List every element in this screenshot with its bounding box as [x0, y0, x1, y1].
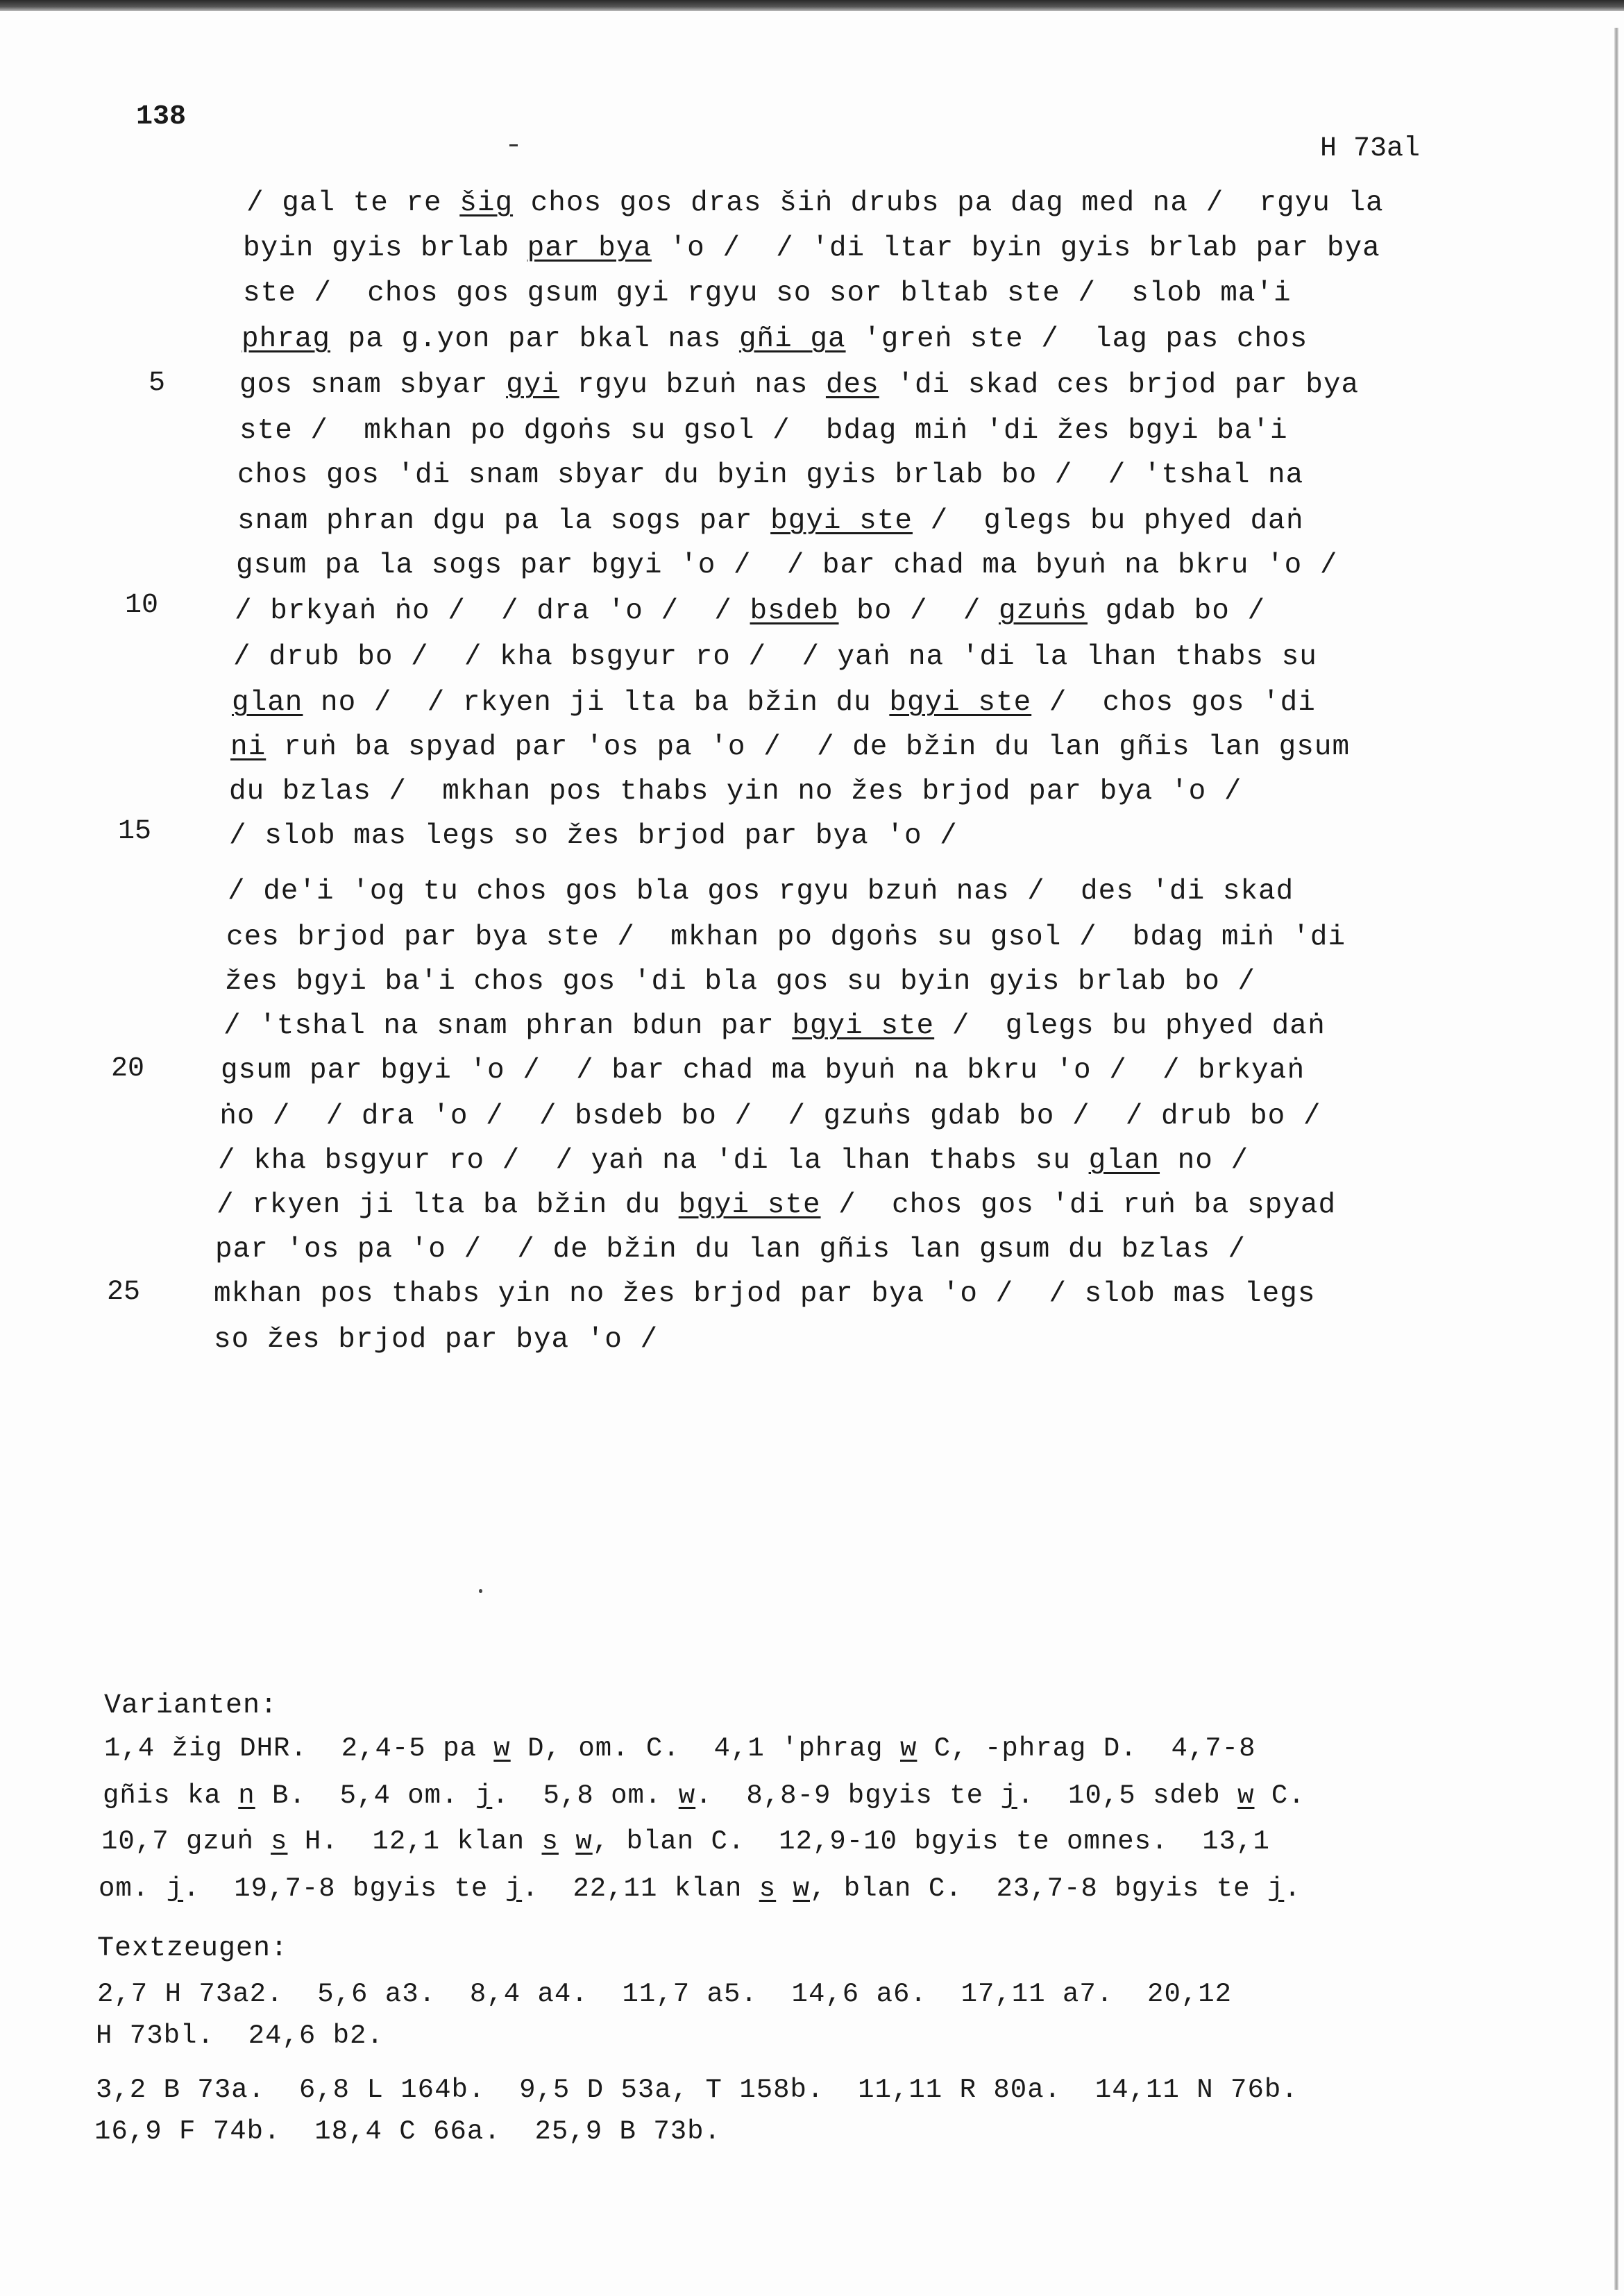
text-line: / de'i 'og tu chos gos bla gos rgyu bzuṅ nas / des 'di skad	[228, 876, 1294, 908]
varianten-line: om. j. 19,7-8 bgyis te j. 22,11 klan s w, blan C. 23,7-8 bgyis te j.	[99, 1873, 1301, 1904]
scan-right-edge	[1614, 28, 1618, 2290]
text-line: par 'os pa 'o / / de bžin du lan gñis lan gsum du bzlas /	[215, 1234, 1246, 1266]
varianten-line: gñis ka n B. 5,4 om. j. 5,8 om. w. 8,8-9 bgyis te j. 10,5 sdeb w C.	[103, 1780, 1305, 1811]
scan-top-border	[0, 0, 1624, 11]
varianten-line: 10,7 gzuṅ s H. 12,1 klan s w, blan C. 12,9-10 bgyis te omnes. 13,1	[101, 1826, 1270, 1857]
text-line: so žes brjod par bya 'o /	[214, 1324, 659, 1356]
text-line: snam phran dgu pa la sogs par bgyi ste / glegs bu phyed daṅ	[237, 505, 1304, 537]
text-line: byin gyis brlab par bya 'o / / 'di ltar byin gyis brlab par bya	[243, 232, 1380, 264]
text-line: ces brjod par bya ste / mkhan po dgoṅs su gsol / bdag miṅ 'di	[226, 921, 1346, 953]
scan-speck	[479, 1589, 482, 1593]
text-line: gsum par bgyi 'o / / bar chad ma byuṅ na bkru 'o / / brkyaṅ	[221, 1055, 1305, 1087]
text-line: mkhan pos thabs yin no žes brjod par bya 'o / / slob mas legs	[214, 1278, 1316, 1310]
page-number: 138	[136, 101, 187, 133]
varianten-line: 1,4 žig DHR. 2,4-5 pa w D, om. C. 4,1 'phrag w C, -phrag D. 4,7-8	[104, 1733, 1256, 1764]
line-number: 20	[111, 1053, 145, 1085]
textzeugen-line: 16,9 F 74b. 18,4 C 66a. 25,9 B 73b.	[94, 2116, 721, 2147]
text-line: glan no / / rkyen ji lta ba bžin du bgyi ste / chos gos 'di	[232, 687, 1316, 719]
varianten-label: Varianten:	[104, 1690, 278, 1721]
scan-mark	[509, 144, 518, 146]
text-line: chos gos 'di snam sbyar du byin gyis brlab bo / / 'tshal na	[237, 459, 1304, 491]
text-line: du bzlas / mkhan pos thabs yin no žes brjod par bya 'o /	[229, 776, 1242, 808]
line-number: 15	[118, 816, 152, 847]
text-line: ni ruṅ ba spyad par 'os pa 'o / / de bžin du lan gñis lan gsum	[230, 731, 1351, 763]
text-line: ṅo / / dra 'o / / bsdeb bo / / gzuṅs gdab bo / / drub bo /	[219, 1100, 1321, 1132]
running-head: H 73al	[1320, 133, 1421, 164]
text-line: / drub bo / / kha bsgyur ro / / yaṅ na 'di la lhan thabs su	[233, 641, 1317, 673]
text-line: / slob mas legs so žes brjod par bya 'o /	[229, 820, 958, 852]
textzeugen-line: 2,7 H 73a2. 5,6 a3. 8,4 a4. 11,7 a5. 14,6 a6. 17,11 a7. 20,12	[97, 1979, 1233, 2009]
text-line: gos snam sbyar gyi rgyu bzuṅ nas des 'di skad ces brjod par bya	[239, 369, 1360, 401]
text-line: ste / mkhan po dgoṅs su gsol / bdag miṅ 'di žes bgyi ba'i	[239, 415, 1288, 447]
text-line: phrag pa g.yon par bkal nas gñi ga 'greṅ ste / lag pas chos	[242, 323, 1308, 355]
text-line: / rkyen ji lta ba bžin du bgyi ste / chos gos 'di ruṅ ba spyad	[217, 1189, 1337, 1221]
text-line: / brkyaṅ ṅo / / dra 'o / / bsdeb bo / / gzuṅs gdab bo /	[235, 595, 1266, 627]
line-number: 10	[125, 590, 159, 621]
textzeugen-line: 3,2 B 73a. 6,8 L 164b. 9,5 D 53a, T 158b. 11,11 R 80a. 14,11 N 76b.	[96, 2075, 1299, 2105]
text-line: gsum pa la sogs par bgyi 'o / / bar chad ma byuṅ na bkru 'o /	[236, 550, 1338, 581]
text-line: žes bgyi ba'i chos gos 'di bla gos su byin gyis brlab bo /	[225, 966, 1256, 998]
line-number: 5	[149, 368, 166, 399]
text-line: / 'tshal na snam phran bdun par bgyi ste / glegs bu phyed daṅ	[223, 1010, 1326, 1042]
text-line: / kha bsgyur ro / / yaṅ na 'di la lhan thabs su glan no /	[218, 1145, 1249, 1177]
text-line: / gal te re šig chos gos dras šiṅ drubs pa dag med na / rgyu la	[246, 187, 1384, 219]
text-line: ste / chos gos gsum gyi rgyu so sor bltab ste / slob ma'i	[243, 278, 1292, 309]
line-number: 25	[107, 1277, 141, 1308]
textzeugen-line: H 73bl. 24,6 b2.	[96, 2021, 384, 2051]
textzeugen-label: Textzeugen:	[97, 1933, 289, 1964]
